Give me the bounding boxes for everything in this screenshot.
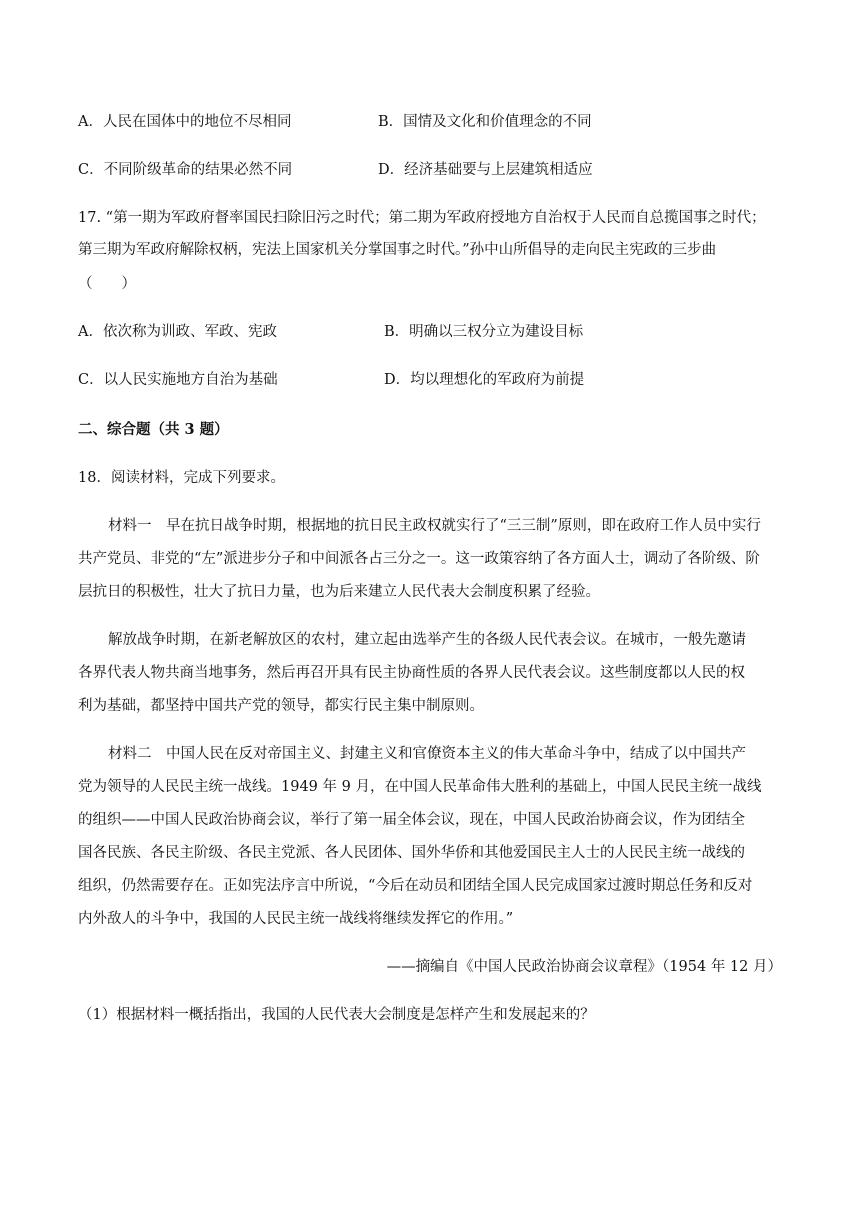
q17-option-d: D．均以理想化的军政府为前提 xyxy=(384,372,585,388)
q16-option-d: D．经济基础要与上层建筑相适应 xyxy=(378,162,593,178)
material1-p1-line2: 共产党员、非党的“左”派进步分子和中间派各占三分之一。这一政策容纳了各方面人士，调动了各阶级、阶 xyxy=(78,551,760,567)
q17-stem-line2: 第三期为军政府解除权柄，宪法上国家机关分掌国事之时代。”孙中山所倡导的走向民主宪政的三步曲 xyxy=(78,242,717,258)
material2-line1: 材料二 中国人民在反对帝国主义、封建主义和官僚资本主义的伟大革命斗争中，结成了以中国共产 xyxy=(108,746,746,762)
q18-subquestion-1: （1）根据材料一概括指出，我国的人民代表大会制度是怎样产生和发展起来的？ xyxy=(78,1007,595,1023)
q16-option-a: A．人民在国体中的地位不尽相同 xyxy=(78,114,292,130)
source-citation: ——摘编自《中国人民政治协商会议章程》（1954 年 12 月） xyxy=(386,959,782,975)
q17-option-c: C．以人民实施地方自治为基础 xyxy=(78,372,278,388)
q17-answer-blank: （ ） xyxy=(78,276,136,292)
material2-line6: 内外敌人的斗争中，我国的人民民主统一战线将继续发挥它的作用。” xyxy=(78,911,514,927)
section-heading: 二、综合题（共 3 题） xyxy=(78,421,229,438)
q17-option-b: B．明确以三权分立为建设目标 xyxy=(384,324,584,340)
material1-p2-line2: 各界代表人物共商当地事务，然后再召开具有民主协商性质的各界人民代表会议。这些制度都以人民的权 xyxy=(78,665,745,681)
material2-line4: 国各民族、各民主阶级、各民主党派、各人民团体、国外华侨和其他爱国民主人士的人民民主统一战线的 xyxy=(78,845,745,861)
material2-line5: 组织，仍然需要存在。正如宪法序言中所说，“今后在动员和团结全国人民完成国家过渡时期总任务和反对 xyxy=(78,878,753,894)
q17-option-a: A．依次称为训政、军政、宪政 xyxy=(78,324,277,340)
q17-stem-line1: 17. “第一期为军政府督率国民扫除旧污之时代；第二期为军政府授地方自治权于人民而自总揽国事之时代； xyxy=(78,210,766,226)
material2-line2: 党为领导的人民民主统一战线。1949 年 9 月，在中国人民革命伟大胜利的基础上，中国人民民主统一战线 xyxy=(78,779,762,795)
q16-option-c: C．不同阶级革命的结果必然不同 xyxy=(78,162,293,178)
material1-p2-line3: 利为基础，都坚持中国共产党的领导，都实行民主集中制原则。 xyxy=(78,698,484,714)
q16-option-b: B．国情及文化和价值理念的不同 xyxy=(378,114,592,130)
material1-p1-line1: 材料一 早在抗日战争时期，根据地的抗日民主政权就实行了“三三制”原则，即在政府工作人员中实行 xyxy=(108,518,761,534)
material2-line3: 的组织——中国人民政治协商会议，举行了第一届全体会议，现在，中国人民政治协商会议，作为团结全 xyxy=(78,812,745,828)
material1-p2-line1: 解放战争时期，在新老解放区的农村，建立起由选举产生的各级人民代表会议。在城市，一般先邀请 xyxy=(108,632,746,648)
material1-p1-line3: 层抗日的积极性，壮大了抗日力量，也为后来建立人民代表大会制度积累了经验。 xyxy=(78,584,600,600)
q18-intro: 18．阅读材料，完成下列要求。 xyxy=(78,470,285,486)
